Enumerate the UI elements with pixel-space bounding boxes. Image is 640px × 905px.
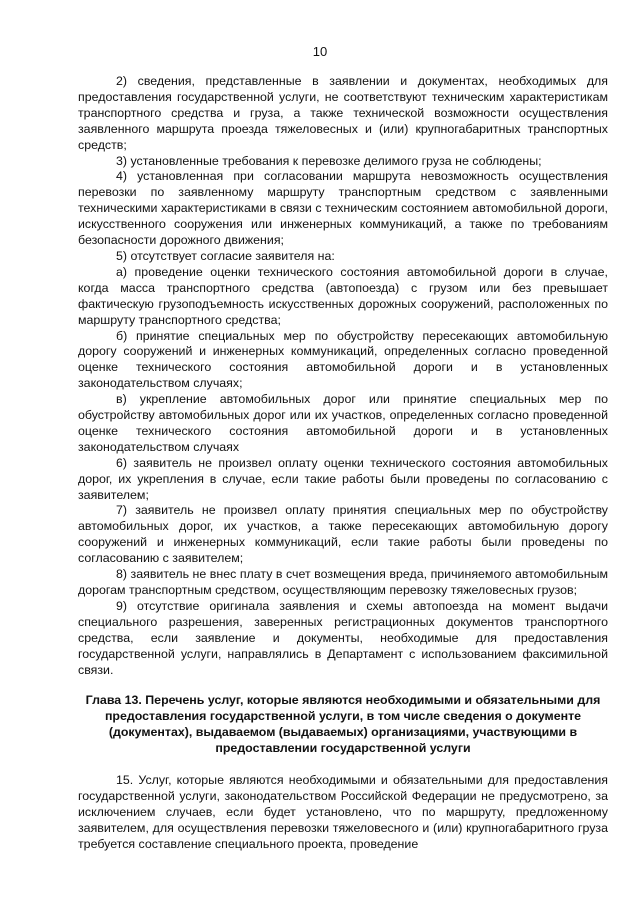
paragraph-item-2: 2) сведения, представленные в заявлении и документах, необходимых для предоставления государственной услуги, не соответствуют техническим характеристикам транспортного средства и груза, а также технической возможности осуществления заявленного маршрута проезда тяжеловесных и (или) крупногабаритных транспортных средств; xyxy=(78,74,608,152)
paragraph-item-6: 6) заявитель не произвел оплату оценки технического состояния автомобильных дорог, их укрепления в случае, если такие работы были проведены по согласованию с заявителем; xyxy=(78,455,608,502)
paragraph-item-8: 8) заявитель не внес плату в счет возмещения вреда, причиняемого автомобильным дорогам транспортным средством, осуществляющим перевозку тяжеловесных грузов; xyxy=(78,567,608,597)
paragraph-item-3: 3) установленные требования к перевозке делимого груза не соблюдены; xyxy=(116,153,542,168)
page-body xyxy=(78,74,608,853)
page-number: 10 xyxy=(312,44,328,59)
paragraph-15: 15. Услуг, которые являются необходимыми и обязательными для предоставления государственной услуги, законодательством Российской Федерации не предусмотрено, за исключением случаев, если будет установлено, что по маршруту, предложенному заявителем, для осуществления перевозки тяжеловесного и (или) крупногабаритного груза требуется составление специального проекта, проведение xyxy=(78,773,608,851)
chapter-13-heading: Глава 13. Перечень услуг, которые являются необходимыми и обязательными для предоставления государственной услуги, в том числе сведения о документе (документах), выдаваемом (выдаваемых) организациями, участвующими в предоставлении государственной услуги xyxy=(85,693,601,756)
paragraph-item-5: 5) отсутствует согласие заявителя на: xyxy=(116,248,335,263)
paragraph-item-9: 9) отсутствие оригинала заявления и схемы автопоезда на момент выдачи специального разрешения, заверенных регистрационных документов транспортного средства, если заявление и документы, необходимые для предоставления государственной услуги, направлялись в Департамент с использованием факсимильной связи. xyxy=(78,598,608,677)
paragraph-subitem-v: в) укрепление автомобильных дорог или принятие специальных мер по обустройству автомобильных дорог или их участков, определенных согласно проведенной оценке технического состояния автомобильной дороги и в установленных законодательством случаях xyxy=(78,392,608,454)
paragraph-item-7: 7) заявитель не произвел оплату принятия специальных мер по обустройству автомобильных дорог, их участков, а также пересекающих автомобильную дорогу сооружений и инженерных коммуникаций, если такие работы были проведены по согласованию с заявителем; xyxy=(78,503,608,566)
paragraph-item-4: 4) установленная при согласовании маршрута невозможность осуществления перевозки по заявленному маршруту транспортным средством с заявленными техническими характеристиками в связи с техническим состоянием автомобильной дороги, искусственного сооружения или инженерных коммуникаций, а также по требованиям безопасности дорожного движения; xyxy=(78,169,608,248)
paragraph-subitem-a: а) проведение оценки технического состояния автомобильной дороги в случае, когда масса транспортного средства (автопоезда) с грузом или без превышает фактическую грузоподъемность искусственных дорожных сооружений, расположенных по маршруту транспортного средства; xyxy=(78,264,608,327)
paragraph-subitem-b: б) принятие специальных мер по обустройству пересекающих автомобильную дорогу сооружений и инженерных коммуникаций, определенных согласно проведенной оценке технического состояния автомобильной дороги и в установленных законодательством случаях; xyxy=(78,328,608,391)
